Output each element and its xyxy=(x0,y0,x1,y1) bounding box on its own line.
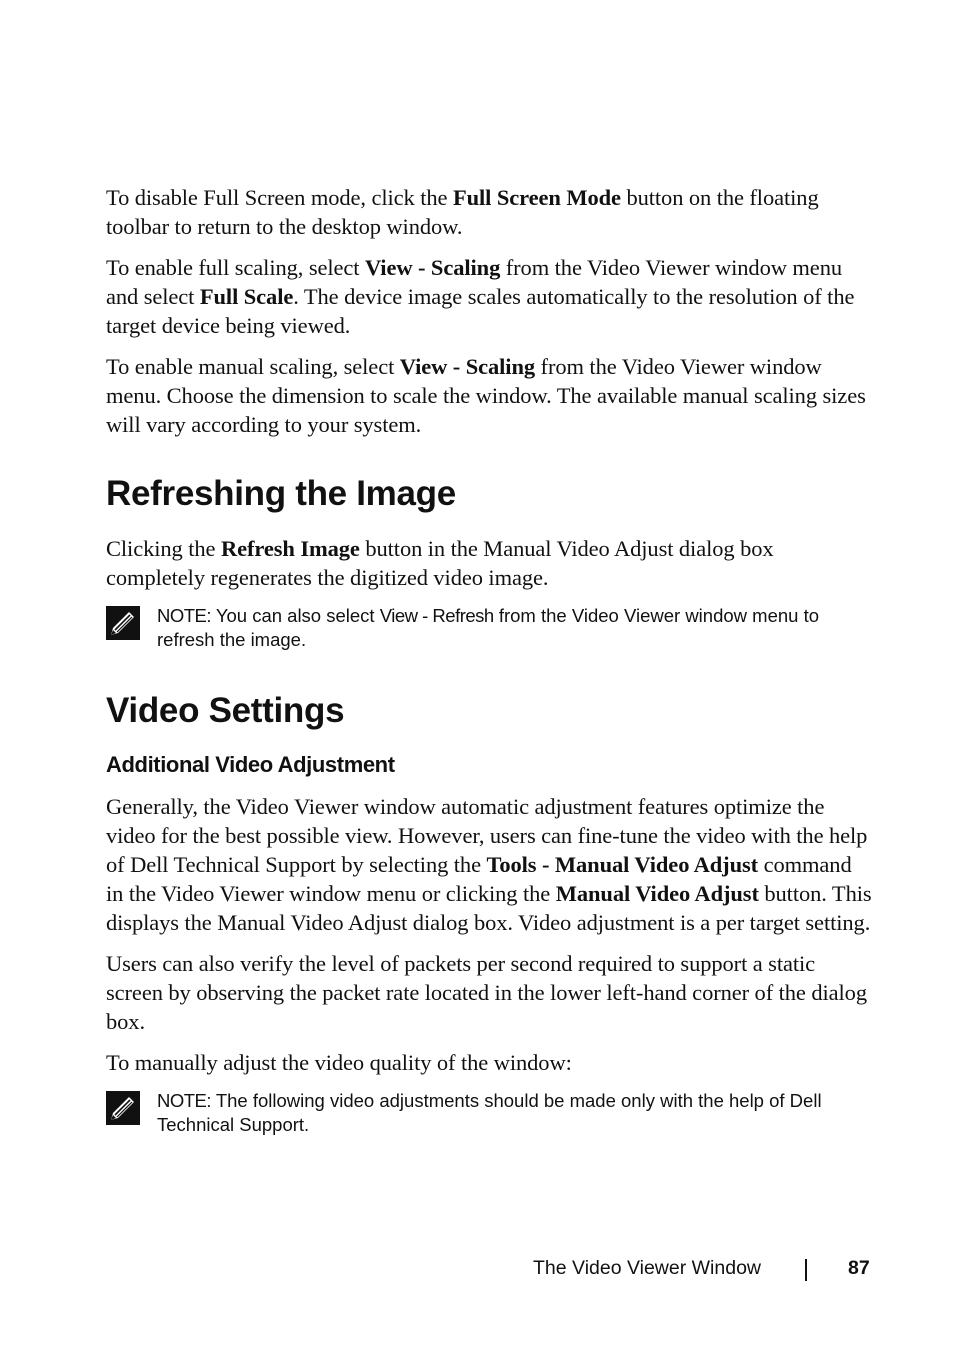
note-pencil-icon xyxy=(106,1091,140,1125)
footer-divider xyxy=(805,1259,807,1281)
text: Generally, the Video Viewer window automatic adjustment features optimize the video for the best possible view. However, users can fine-tune the video with the help of Dell Technical Support by selecting the xyxy=(106,794,868,877)
text: The following video adjustments should be made only with the help of Dell Technical Support. xyxy=(157,1090,822,1135)
ui-term: View - Refresh xyxy=(379,605,494,626)
paragraph-video-adjustment xyxy=(106,792,874,937)
ui-term: View - Scaling xyxy=(364,255,501,280)
ui-term: Full Scale xyxy=(199,284,294,309)
ui-term: Tools - Manual Video Adjust xyxy=(486,852,759,877)
page-number: 87 xyxy=(848,1257,870,1279)
paragraph-full-screen xyxy=(106,183,874,241)
note-support xyxy=(106,1089,874,1137)
text: button in the Manual Video Adjust dialog box completely regenerates the digitized video image. xyxy=(106,536,774,590)
page-content xyxy=(106,183,874,1137)
text: from the Video Viewer window menu. Choose the dimension to scale the window. The available manual scaling sizes will vary according to your system. xyxy=(106,354,866,437)
ui-term: Manual Video Adjust xyxy=(555,881,759,906)
paragraph-full-scaling xyxy=(106,253,874,340)
paragraph-refresh-image xyxy=(106,534,874,592)
ui-term: Refresh Image xyxy=(220,536,360,561)
text: button. This displays the Manual Video Adjust dialog box. Video adjustment is a per target setting. xyxy=(106,881,872,935)
text: command in the Video Viewer window menu or clicking the xyxy=(106,852,852,906)
note-refresh xyxy=(106,604,874,652)
ui-term: Full Screen Mode xyxy=(452,185,621,210)
text: To enable full scaling, select xyxy=(106,255,365,280)
ui-term: View - Scaling xyxy=(399,354,536,379)
text: You can also select xyxy=(211,605,380,626)
footer-chapter-title: The Video Viewer Window xyxy=(533,1257,761,1279)
paragraph-manual-adjust-intro: To manually adjust the video quality of the window: xyxy=(106,1050,572,1075)
text: from the Video Viewer window menu and select xyxy=(106,255,842,309)
text: To enable manual scaling, select xyxy=(106,354,400,379)
note-pencil-icon xyxy=(106,606,140,640)
note-label: NOTE: xyxy=(157,605,212,626)
heading-refreshing-image: Refreshing the Image xyxy=(106,474,456,513)
note-text xyxy=(157,604,874,652)
text: from the Video Viewer window menu to refresh the image. xyxy=(157,605,819,650)
page-footer xyxy=(0,1257,954,1285)
paragraph-manual-scaling xyxy=(106,352,874,439)
heading-video-settings: Video Settings xyxy=(106,691,345,730)
text: . The device image scales automatically to the resolution of the target device being viewed. xyxy=(106,284,855,338)
text: button on the floating toolbar to return to the desktop window. xyxy=(106,185,819,239)
paragraph-packet-rate: Users can also verify the level of packets per second required to support a static screen by observing the packet rate located in the lower left-hand corner of the dialog box. xyxy=(106,951,867,1034)
note-label: NOTE: xyxy=(157,1090,212,1111)
text: To disable Full Screen mode, click the xyxy=(106,185,453,210)
text: Clicking the xyxy=(106,536,221,561)
note-text xyxy=(157,1089,874,1137)
subheading-additional-video-adjustment: Additional Video Adjustment xyxy=(106,752,395,777)
